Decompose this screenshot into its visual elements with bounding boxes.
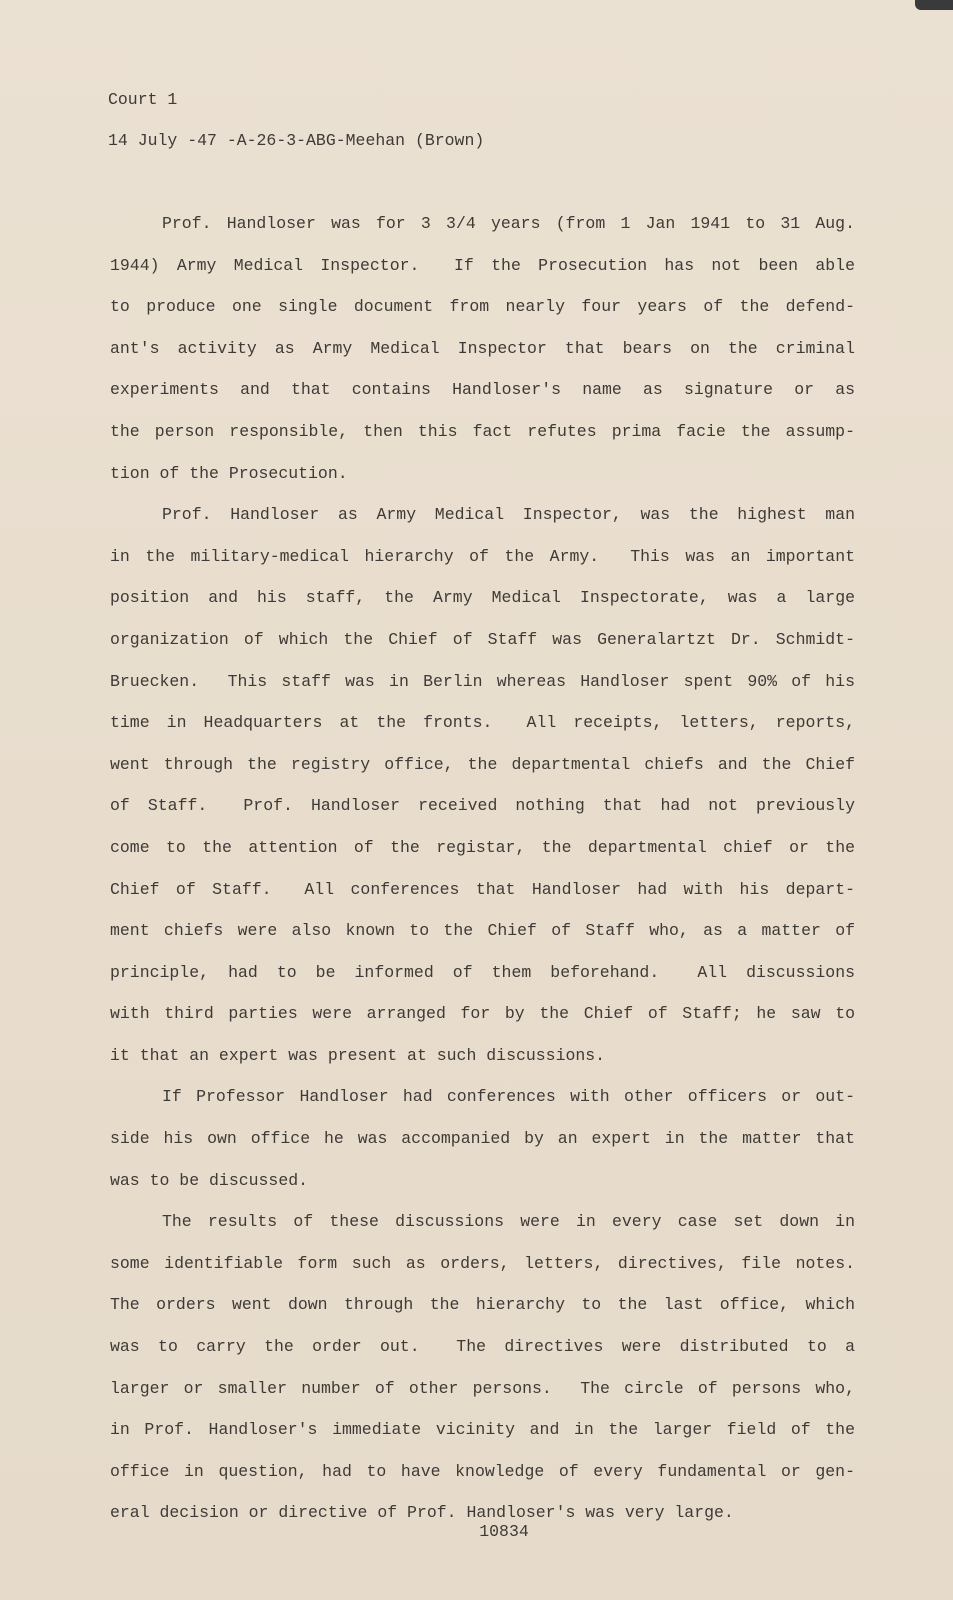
text-line: went through the registry office, the departmental chiefs and the Chief	[110, 754, 855, 774]
corner-tab-mark	[915, 0, 953, 10]
text-line: position and his staff, the Army Medical Inspectorate, was a large	[110, 588, 855, 608]
text-line: to produce one single document from nearly four years of the defend-	[110, 297, 855, 317]
text-line: some identifiable form such as orders, letters, directives, file notes.	[110, 1253, 855, 1273]
text-line: Bruecken. This staff was in Berlin whereas Handloser spent 90% of his	[110, 671, 855, 691]
text-line: tion of the Prosecution.	[110, 463, 348, 483]
text-line: 1944) Army Medical Inspector. If the Prosecution has not been able	[110, 255, 855, 275]
text-line: principle, had to be informed of them beforehand. All discussions	[110, 962, 855, 982]
text-line: with third parties were arranged for by the Chief of Staff; he saw to	[110, 1004, 855, 1024]
page-number: 10834	[479, 1522, 529, 1541]
text-line: it that an expert was present at such discussions.	[110, 1045, 606, 1065]
text-line: come to the attention of the registar, the departmental chief or the	[110, 837, 855, 857]
text-line: office in question, had to have knowledge of every fundamental or gen-	[110, 1461, 855, 1481]
text-line: The results of these discussions were in every case set down in	[162, 1212, 855, 1232]
text-line: side his own office he was accompanied by an expert in the matter that	[110, 1129, 855, 1149]
text-line: If Professor Handloser had conferences with other officers or out-	[162, 1087, 855, 1107]
text-line: time in Headquarters at the fronts. All receipts, letters, reports,	[110, 713, 855, 733]
text-line: experiments and that contains Handloser's name as signature or as	[110, 380, 855, 400]
text-line: the person responsible, then this fact refutes prima facie the assump-	[110, 421, 855, 441]
text-line: ment chiefs were also known to the Chief of Staff who, as a matter of	[110, 921, 855, 941]
text-line: ant's activity as Army Medical Inspector that bears on the criminal	[110, 338, 855, 358]
text-line: eral decision or directive of Prof. Handloser's was very large.	[110, 1503, 734, 1523]
text-line: larger or smaller number of other persons. The circle of persons who,	[110, 1378, 855, 1398]
text-line: was to carry the order out. The directives were distributed to a	[110, 1337, 855, 1357]
text-line: The orders went down through the hierarchy to the last office, which	[110, 1295, 855, 1315]
text-line: in the military-medical hierarchy of the Army. This was an important	[110, 546, 855, 566]
text-line: Chief of Staff. All conferences that Handloser had with his depart-	[110, 879, 855, 899]
text-line: Prof. Handloser was for 3 3/4 years (from 1 Jan 1941 to 31 Aug.	[162, 214, 855, 233]
court-label: Court 1	[108, 90, 178, 109]
text-line: Prof. Handloser as Army Medical Inspector, was the highest man	[162, 505, 855, 525]
text-line: was to be discussed.	[110, 1170, 309, 1190]
text-line: organization of which the Chief of Staff was Generalartzt Dr. Schmidt-	[110, 629, 855, 649]
text-line: of Staff. Prof. Handloser received nothing that had not previously	[110, 796, 855, 816]
transcript-body	[110, 203, 855, 1534]
session-reference: 14 July -47 -A-26-3-ABG-Meehan (Brown)	[108, 131, 485, 150]
text-line: in Prof. Handloser's immediate vicinity and in the larger field of the	[110, 1420, 855, 1440]
